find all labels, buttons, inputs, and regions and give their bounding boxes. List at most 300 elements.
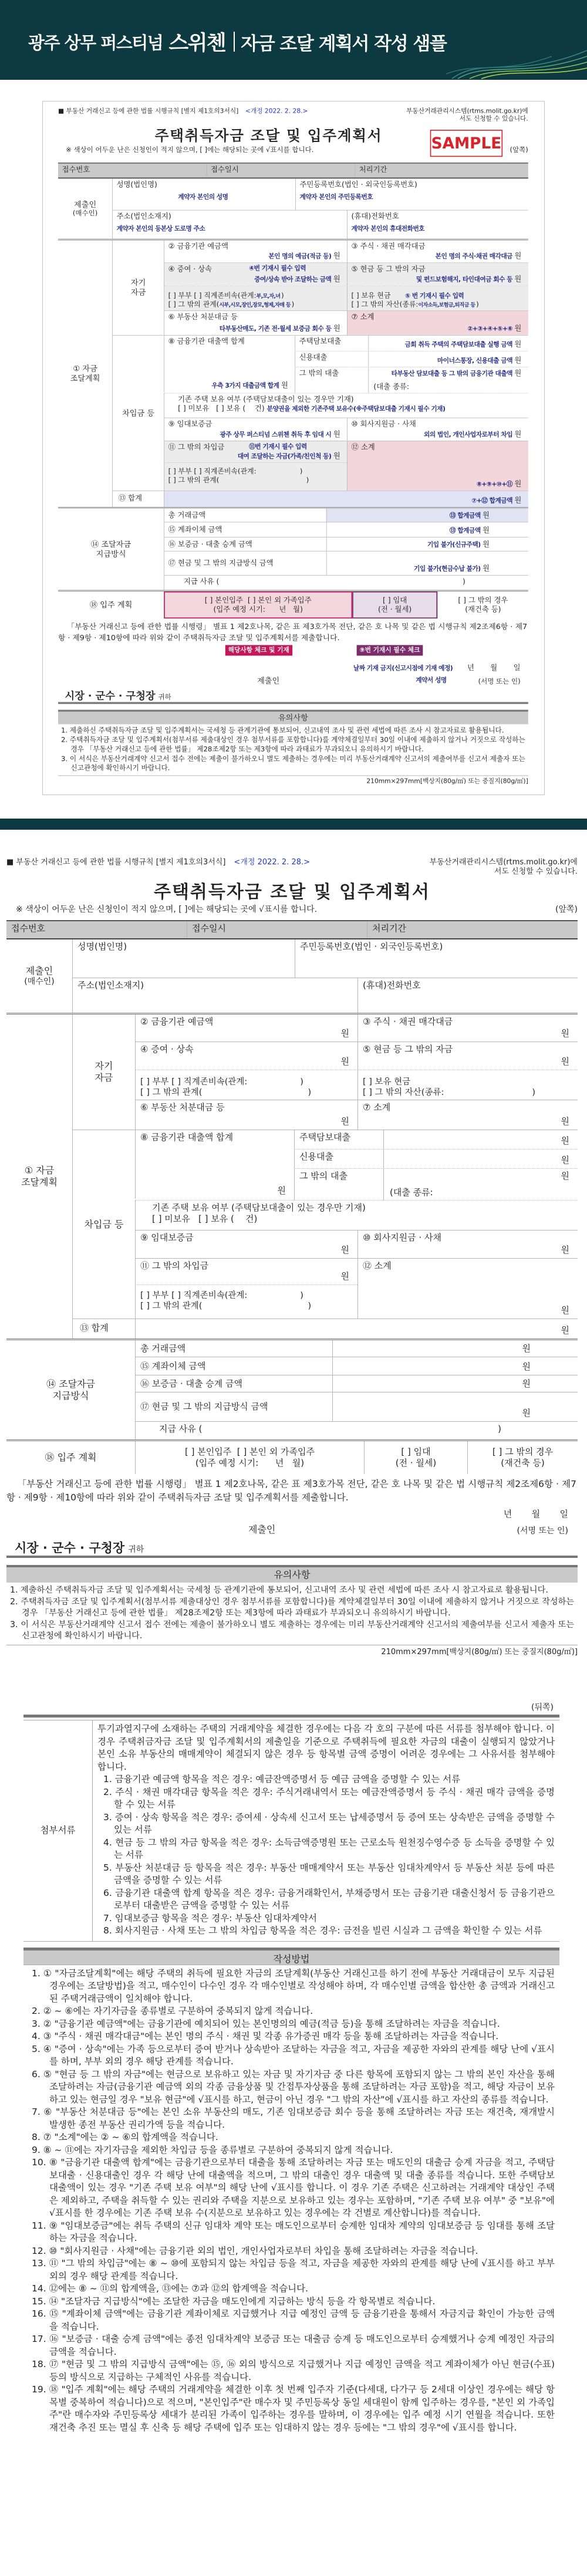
other-borrow	[164, 441, 347, 491]
paper-size	[6, 1648, 578, 1657]
payment-reason	[135, 1422, 578, 1439]
sign-line	[58, 676, 528, 689]
sign-line	[6, 1524, 578, 1540]
method-item	[32, 2005, 555, 2018]
method-text: 8. ⑦ "소계"에는 ② ~ ⑥의 합계액을 적습니다.	[32, 2132, 218, 2142]
borrow-rows	[164, 336, 528, 491]
own-label: 자금	[95, 1072, 113, 1083]
sample-filled-form	[58, 106, 528, 786]
move-in-label	[58, 591, 164, 618]
cash-line	[352, 288, 525, 300]
method-item	[32, 2358, 555, 2384]
form-table	[6, 920, 578, 1474]
sample-annotation: 계약자 본인의 성명	[178, 193, 228, 201]
move-in-option	[437, 591, 528, 618]
other-relation	[164, 463, 347, 491]
note-text: 3. 이 서식은 부동산거래계약 신고서 접수 전에는 제출이 불가하오니 별도 제출하는 경우에는 미리 부동산거래계약 신고서의 제출여부를 신고서 제출자 또는 신고관청에 확인하시기 바랍니다.	[60, 755, 525, 772]
sample-annotation: ⑧+⑨+⑩+⑪	[476, 481, 513, 488]
amount-line	[437, 356, 521, 365]
payment-amount	[326, 537, 528, 551]
loan-amount	[383, 1130, 578, 1149]
payment-type	[164, 508, 326, 522]
recipient	[6, 1540, 578, 1558]
page-side: (앞쪽)	[510, 146, 528, 154]
form-table	[58, 163, 528, 618]
loan-type-label: 주택담보대출	[299, 1132, 350, 1142]
form-header	[6, 856, 578, 920]
plan-label-text: ① 자금	[24, 1165, 55, 1176]
payment-label-text: ⑭ 조달자금	[90, 539, 131, 549]
borrow-rows	[135, 1130, 578, 1319]
sample-annotation: 날짜 기재 금지(신고시점에 기재 예정)	[353, 665, 453, 672]
receipt-label: 접수번호	[11, 923, 45, 934]
sample-annotation: 이자소득,보험금,퇴직금 등	[418, 302, 475, 309]
borrow-row	[135, 1230, 578, 1259]
payment-amount	[332, 1357, 578, 1375]
note-text: 2. 주택취득자금 조달 및 입주계획서(첨부서류 제출대상인 경우 첨부서류를 포함합니다)를 계약체결일부터 30일 이내에 제출하지 않거나 거짓으로 작성하는 경우 「부동산 거래신고 등에 관한 법률」 제28조제2항 또는 제3항에 따라 과태료가 부과되오니 유의하시기 바랍니다.	[10, 1597, 574, 1618]
payment-type	[135, 1392, 332, 1421]
payment-type-label: ⑯ 보증금 · 대출 승계 금액	[168, 539, 252, 549]
attachment-item	[97, 1912, 555, 1925]
submitter-row	[112, 178, 528, 210]
other-borrow-amount	[135, 1259, 357, 1285]
total-label-text: ⑬ 합계	[118, 493, 142, 503]
move-in-section	[58, 591, 528, 618]
move-option-line: (재건축 등)	[465, 604, 501, 614]
payment-type	[164, 522, 326, 537]
loan-row	[294, 1130, 578, 1150]
loan-kind-label: (대출 종류:	[373, 382, 410, 391]
sample-annotation: 본인 명의 예금(적금 등)	[268, 252, 332, 261]
borrow-label	[72, 1130, 135, 1319]
submitter-fields	[112, 178, 528, 239]
relation-other: [ ] 그 밖의 관계(	[140, 1088, 203, 1098]
won-unit: 원	[522, 1378, 531, 1390]
method-item	[32, 2018, 555, 2031]
method-text: 17. ⑯ "보증금 · 대출 승계 금액"에는 종전 임대차계약 보증금 또는 대출금 승계 등 매도인으로부터 승계했거나 승계 예정인 자금의 금액을 적습니다.	[32, 2334, 555, 2357]
method-item	[32, 2220, 555, 2245]
relation-other: [ ] 그 밖의 관계(	[168, 476, 220, 485]
total-amount	[135, 1319, 578, 1338]
move-option-line: (전 · 월세)	[395, 1458, 437, 1468]
loan-breakdown	[295, 336, 528, 393]
move-in-option	[352, 591, 437, 618]
method-item	[32, 2296, 555, 2308]
method-text: 9. ⑧ ~ ⑪에는 자기자금을 제외한 차입금 등을 종류별로 구분하여 중복되지 않게 적습니다.	[32, 2144, 393, 2155]
payment-row	[135, 1357, 578, 1375]
loan-row	[295, 351, 528, 367]
rental-deposit-label: ⑨ 임대보증금	[168, 419, 212, 428]
address-field	[72, 978, 357, 1013]
notes-header	[6, 1567, 578, 1583]
gift-relation	[135, 1070, 357, 1100]
property-sale	[164, 311, 347, 335]
declaration	[6, 1478, 578, 1504]
amount-line	[268, 251, 340, 261]
amount-line	[220, 324, 340, 333]
own-subtotal	[347, 311, 528, 335]
loan-amount	[368, 351, 528, 367]
form-note	[6, 905, 578, 915]
own-row	[164, 311, 528, 335]
note-item	[61, 726, 525, 736]
note-item	[10, 1597, 574, 1620]
gift-inheritance-label: ④ 증여 · 상속	[140, 1044, 194, 1054]
method-text: 3. ② "금융기관 예금액"에는 금융기관에 예치되어 있는 본인명의의 예금(적금 등)을 통해 조달하려는 자금을 적습니다.	[32, 2018, 500, 2029]
method-text: 1. ① "자금조달계획"에는 해당 주택의 취득에 필요한 자금의 조달계획(부동산 거래신고를 하기 전에 부동산 거래대금이 모두 지급된 경우에는 조달방법)을 적고, 매수인이 다수인 경우 각 매수인별로 작성해야 하며, 각 매수인별 금액을 합산한 총 금액과 거래신고된 주택거래금액이 일치해야 합니다.	[32, 1968, 555, 2004]
won-unit: 원	[561, 1116, 569, 1127]
plan-section	[6, 1015, 578, 1340]
company-loan-label: ⑩ 회사지원금 · 사채	[363, 1232, 441, 1243]
existing-note: (주택담보대출이 있는 경우만 기재)	[243, 394, 354, 404]
payment-type-label: ⑮ 계좌이체 금액	[168, 525, 222, 534]
name-label: 성명(법인명)	[77, 941, 127, 952]
id-field	[295, 178, 528, 209]
loan-kind-label: (대출 종류:	[390, 1187, 433, 1198]
borrow-label-text: 차입금 등	[84, 1218, 124, 1230]
sample-annotation: 증여/상속 받아 조달하는 금액	[254, 276, 332, 283]
own-row	[164, 263, 528, 286]
payment-row	[164, 552, 528, 576]
loan-type	[295, 367, 368, 393]
recipient-suffix: 귀하	[158, 693, 171, 701]
payment-amount	[332, 1340, 578, 1357]
loan-amount	[383, 1169, 578, 1200]
req-note	[249, 443, 309, 451]
blank-form-front	[6, 856, 578, 1657]
plan-label	[58, 241, 112, 507]
borrow-section	[112, 336, 528, 491]
sample-annotation: 부,모,자,녀	[256, 293, 281, 300]
attachments-body	[93, 1720, 559, 1941]
amount-line	[341, 1056, 350, 1067]
attachment-item	[97, 1773, 555, 1786]
name-field	[72, 939, 295, 978]
borrow-section	[72, 1130, 578, 1319]
relation-line	[140, 1287, 353, 1301]
recipient-suffix: 귀하	[128, 1545, 144, 1554]
stock-sale-label: ③ 주식 · 채권 매각대금	[363, 1016, 453, 1027]
id-value	[300, 192, 525, 201]
plan-body	[72, 1015, 578, 1338]
name-value	[117, 192, 292, 201]
total-label	[72, 1319, 135, 1338]
amount-line	[405, 340, 522, 349]
payment-type	[135, 1375, 332, 1392]
own: [ ] 보유 (	[216, 404, 246, 413]
move-option-line: (입주 예정 시기: 년 월)	[213, 604, 303, 614]
amount-line	[341, 1271, 350, 1282]
method-text: 13. ⑪ "그 밖의 차입금"에는 ⑧ ~ ⑩에 포함되지 않는 차입금 등을 적고, 자금을 제공한 자와의 관계를 해당 난에 √표시를 하고 부부 외의 경우 해당 관계를 적습니다.	[32, 2258, 555, 2281]
relation-other: [ ] 그 밖의 관계(	[168, 300, 220, 309]
note-text: 1. 제출하신 주택취득자금 조달 및 입주계획서는 국세청 등 관계기관에 통보되어, 신고내역 조사 및 관련 세법에 따른 조사 시 참고자료로 활용됩니다.	[10, 1586, 548, 1595]
page-side-back: (뒤쪽)	[531, 1703, 554, 1712]
payment-type	[164, 552, 326, 575]
sample-annotation: 우측 3가지 대출금액 합계	[211, 382, 279, 390]
sample-annotation: ②+③+④+⑤+⑥	[467, 325, 513, 333]
declaration-text: 「부동산 거래신고 등에 관한 법률 시행령」 별표 1 제2호나목, 같은 표 제3호가목 전단, 같은 호 나목 및 같은 법 시행규칙 제2조제6항 · 제7항 · 제9항 · 제10항에 따라 위와 같이 주택취득자금 조달 및 입주계획서를 제출합니다.	[58, 622, 528, 642]
loan-kind	[373, 383, 409, 391]
revision-date: <개정 2022. 2. 28.>	[234, 858, 311, 867]
move-in-label-text: ⑱ 입주 계획	[89, 600, 133, 610]
borrow-subtotal-label: ⑫ 소계	[351, 442, 375, 452]
method-item	[32, 2333, 555, 2358]
sample-annotation: 시부,시모,장인,장모,형제,자매 등	[219, 302, 291, 308]
sample-badge-text: SAMPLE	[431, 134, 502, 153]
relation-direct: [ ] 부부 [ ] 직계존비속(관계:	[140, 1291, 248, 1300]
sample-annotation: 금회 취득 주택의 주택담보대출 실행 금액	[404, 341, 513, 349]
sample-annotation: ④번 기재시 필수 입력	[249, 265, 306, 272]
payment-type-label: ⑰ 현금 및 그 밖의 지급방식 금액	[168, 559, 274, 567]
amount-line	[477, 479, 522, 489]
method-text: 19. ⑱ "입주 계획"에는 해당 주택의 거래계약을 체결한 이후 첫 번째 입주자 기준(다세대, 다가구 등 2세대 이상인 경우에는 해당 항목별 중복하여 적습니다)으로 적으며, "본인입주"란 매수자 및 주민등록상 동일 세대원이 함께 입주하는 경우를, "본인 외 가족입주"란 매수자와 주민등록상 세대가 분리된 가족이 입주하는 경우를 말하며, 이 경우에는 입주 예정 시기 연월을 적습니다. 또한 재건축 추진 또는 멸실 후 신축 등 해당 주택에 입주 또는 임대하지 않는 경우 등에는 "그 밖의 경우"에 √표시를 합니다.	[32, 2384, 555, 2433]
reason-close	[498, 1424, 501, 1435]
loan-type	[295, 351, 368, 367]
won-unit: 원	[514, 430, 522, 438]
amount-line	[561, 1305, 570, 1316]
own-row	[135, 1070, 578, 1100]
attachments-section	[23, 1720, 559, 1942]
plan-body	[112, 241, 528, 507]
note-item	[61, 736, 525, 755]
notes-list	[58, 724, 528, 776]
recipient-name: 시장 · 군수 · 구청장	[15, 1541, 125, 1555]
sample-annotation: 본인 명의 주식·채권 매각대금	[435, 252, 513, 261]
notes-title: 유의사항	[274, 1569, 311, 1580]
cash-other-label: ⑤ 현금 등 그 밖의 자금	[351, 264, 426, 273]
method-item	[32, 2156, 555, 2220]
section-divider-band	[0, 819, 587, 830]
id-field	[295, 939, 578, 978]
move-in-option	[164, 591, 352, 618]
banner-brand: 광주 상무 퍼스티넘	[28, 32, 163, 53]
move-in-option	[135, 1441, 364, 1474]
own: [ ] 보유 (	[198, 1213, 234, 1224]
close: )	[300, 1291, 303, 1300]
cash-held: [ ] 보유 현금	[363, 1077, 411, 1087]
property-sale	[135, 1100, 357, 1130]
amount-line	[561, 1056, 570, 1067]
attachment-item	[97, 1925, 555, 1938]
won-unit: 원	[561, 1325, 569, 1336]
amount-line	[561, 1116, 570, 1127]
note-item	[10, 1585, 574, 1597]
attachment-text: 3. 증여 · 상속 항목을 적은 경우: 증여세 · 상속세 신고서 또는 납세증명서 등 증여 또는 상속받은 금액을 증명할 수 있는 서류	[103, 1811, 555, 1835]
cash-line	[363, 1072, 573, 1087]
note-item	[61, 755, 525, 773]
amount-line	[522, 1378, 531, 1390]
phone-label: (휴대)전화번호	[351, 212, 399, 221]
reason-label: 지급 사유 (	[159, 1424, 203, 1434]
move-in-option	[467, 1441, 578, 1474]
method-text: 5. ④ "증여 · 상속"에는 가족 등으로부터 증여 받거나 상속받아 조달하는 자금을 적고, 자금을 제공한 자와의 관계를 해당 난에 √표시를 하며, 부부 외의 경우 해당 관계를 적습니다.	[32, 2043, 555, 2067]
payment-amount	[326, 522, 528, 537]
won-unit: 원	[333, 451, 340, 460]
close: )	[462, 577, 465, 586]
own-row	[135, 1015, 578, 1042]
close: )	[308, 1301, 312, 1311]
amount-line	[467, 324, 521, 333]
submitter-row	[72, 978, 578, 1013]
form-title	[6, 881, 578, 905]
own-subtotal-label: ⑦ 소계	[351, 312, 375, 322]
decorative-wave-icon	[446, 45, 587, 80]
company-loan	[347, 418, 528, 441]
sample-annotation: 마이너스통장, 신용대출 금액	[437, 357, 513, 364]
payment-row	[164, 508, 528, 522]
move-option-line: (전 · 월세)	[378, 604, 412, 614]
phone-value	[352, 224, 525, 233]
own-subtotal	[357, 1100, 578, 1130]
loan-type-label: 주택담보대출	[299, 337, 342, 346]
won-unit: 원	[561, 1135, 569, 1147]
amount-line	[341, 1116, 350, 1127]
amount-line	[238, 451, 340, 461]
attachment-item	[97, 1887, 555, 1912]
method-item	[32, 2245, 555, 2258]
receipt-cell	[58, 164, 207, 178]
method-item	[32, 2257, 555, 2283]
won-unit: 원	[514, 323, 522, 333]
plan-label-text: 조달계획	[21, 1177, 58, 1188]
payment-rows	[164, 508, 528, 590]
company-loan	[357, 1230, 578, 1258]
sample-tag-text: ⑨번 기재시 필수 체크	[359, 646, 420, 654]
loan-type-label: 그 밖의 대출	[299, 369, 339, 378]
won-unit: 원	[281, 380, 288, 390]
method-text: 7. ⑥ "부동산 처분대금 등"에는 본인 소유 부동산의 매도, 기존 임대보증금 회수 등을 통해 조달하려는 자금 또는 재건축, 재개발시 발생한 종전 부동산 권리가액 등을 적습니다.	[32, 2107, 555, 2130]
own-funds-section	[72, 1015, 578, 1130]
form-header	[58, 106, 528, 163]
close: )	[299, 468, 303, 476]
other-relation	[135, 1285, 357, 1319]
move-in-label	[6, 1441, 135, 1474]
method-item	[32, 2030, 555, 2043]
receipt-label: 처리기간	[372, 923, 406, 934]
attachment-text: 1. 금융기관 예금액 항목을 적은 경우: 예금잔액증명서 등 예금 금액을 증명할 수 있는 서류	[103, 1774, 461, 1784]
existing-options	[168, 404, 525, 413]
own-row	[164, 241, 528, 263]
online-note-line: 서도 신청할 수 있습니다.	[494, 867, 578, 877]
cash-type	[357, 1070, 578, 1100]
move-option-line: (재건축 등)	[501, 1458, 545, 1468]
amount-line	[278, 1185, 286, 1196]
amount-line	[471, 496, 521, 505]
other-borrow-amount	[164, 441, 347, 463]
method-text: 16. ⑮ "계좌이체 금액"에는 금융기관 계좌이체로 지급했거나 지급 예정인 금액 등 금융기관을 통해서 자금지급 확인이 가능한 금액을 적습니다.	[32, 2308, 555, 2332]
attachment-item	[97, 1811, 555, 1837]
payment-type	[135, 1340, 332, 1357]
won-unit: 원	[561, 1056, 569, 1067]
submitter-label	[6, 939, 72, 1013]
payment-rows	[135, 1340, 578, 1439]
method-text: 2. ② ~ ⑥에는 자기자금을 종류별로 구분하여 중복되지 않게 적습니다.	[32, 2006, 313, 2016]
submitter-sign: 제출인	[248, 1524, 276, 1535]
amount-line	[341, 1245, 350, 1256]
payment-row	[135, 1340, 578, 1357]
id-label: 주민등록번호(법인 · 외국인등록번호)	[299, 180, 417, 189]
relation-line	[168, 300, 343, 309]
gift-inheritance	[164, 263, 347, 286]
loan-type	[294, 1130, 383, 1149]
attachment-text: 8. 회사지원금 · 사채 또는 그 밖의 차입금 항목을 적은 경우: 금전을 빌린 시실과 그 금액을 확인할 수 있는 서류	[103, 1925, 542, 1936]
sample-annotation: ⑬ 합계금액	[449, 527, 481, 535]
method-text: 11. ⑨ "임대보증금"에는 취득 주택의 신규 임대차 계약 또는 매도인으로부터 승계한 임대차 계약의 임대보증금 등 임대를 통해 조달하는 자금을 적습니다.	[32, 2220, 555, 2243]
loan-type	[295, 336, 368, 351]
amount-line	[424, 430, 521, 439]
won-unit: 원	[561, 1155, 569, 1166]
bank-deposit	[135, 1015, 357, 1042]
other-borrow-amount-label: ⑪ 그 밖의 차입금	[140, 1260, 209, 1271]
loan-total-label: ⑧ 금융기관 대출액 합계	[140, 1132, 234, 1142]
count-unit: 건)	[254, 404, 265, 413]
notes-section	[58, 710, 528, 776]
own-funds-rows	[164, 241, 528, 335]
attachment-text: 2. 주식 · 채권 매각대금 항목을 적은 경우: 주식거래내역서 또는 예금잔액증명서 등 주식 · 채권 매각 금액을 증명할 수 있는 서류	[103, 1786, 555, 1810]
won-unit: 원	[561, 1171, 569, 1181]
won-unit: 원	[340, 1056, 349, 1067]
date-text: 년 월 일	[467, 663, 521, 672]
won-unit: 원	[333, 274, 340, 283]
amount-line	[522, 1343, 531, 1354]
gift-relation	[164, 286, 347, 310]
cash-type	[347, 286, 528, 310]
attachment-item	[97, 1786, 555, 1811]
amount-line	[561, 1155, 570, 1166]
notes-title: 유의사항	[278, 713, 308, 722]
existing-house	[164, 394, 528, 418]
source-line	[58, 106, 528, 127]
id-label: 주민등록번호(법인 · 외국인등록번호)	[300, 941, 443, 952]
loan-row	[295, 367, 528, 393]
existing-label: 기존 주택 보유 여부	[152, 1202, 229, 1213]
amount-line	[522, 1408, 531, 1419]
loan-amount	[368, 336, 528, 351]
won-unit: 원	[514, 274, 522, 283]
loan-breakdown	[294, 1130, 578, 1200]
payment-type-label: ⑰ 현금 및 그 밖의 지급방식 금액	[140, 1401, 268, 1412]
existing-line	[168, 395, 525, 404]
address-value	[117, 224, 343, 233]
close: )	[498, 1424, 501, 1434]
move-option-line: [ ] 본인입주 [ ] 본인 외 가족입주	[185, 1446, 315, 1458]
payment-amount	[326, 552, 528, 575]
own-row	[164, 286, 528, 311]
online-note	[430, 858, 578, 877]
total-row	[112, 491, 528, 507]
other-borrow-amount-label: ⑪ 그 밖의 차입금	[168, 442, 225, 452]
cash-other	[347, 263, 528, 286]
total-label	[112, 491, 164, 507]
payment-label-text: ⑭ 조달자금	[46, 1378, 95, 1390]
close: )	[476, 300, 479, 309]
gift-inheritance-label: ④ 증여 · 상속	[168, 264, 212, 273]
online-note-line: 부동산거래관리시스템(rtms.molit.go.kr)에	[429, 858, 578, 867]
property-sale-label: ⑥ 부동산 처분대금 등	[168, 312, 238, 322]
online-note-line: 부동산거래관리시스템(rtms.molit.go.kr)에	[406, 107, 528, 115]
close: )	[291, 300, 295, 309]
payment-reason	[164, 576, 528, 590]
sample-annotation: 광주 상무 퍼스티넘 스위첸 취득 후 임대 시	[220, 431, 332, 438]
page-side: (앞쪽)	[555, 905, 578, 914]
plan-section	[58, 241, 528, 509]
sample-annotation: ⑤ 번 기재시 필수 입력	[405, 292, 464, 300]
plan-label-text: ① 자금	[73, 364, 97, 373]
loan-block	[135, 1130, 578, 1201]
rental-deposit	[135, 1230, 357, 1258]
own-label: 자기	[130, 278, 146, 288]
property-sale-label: ⑥ 부동산 처분대금 등	[140, 1102, 225, 1113]
